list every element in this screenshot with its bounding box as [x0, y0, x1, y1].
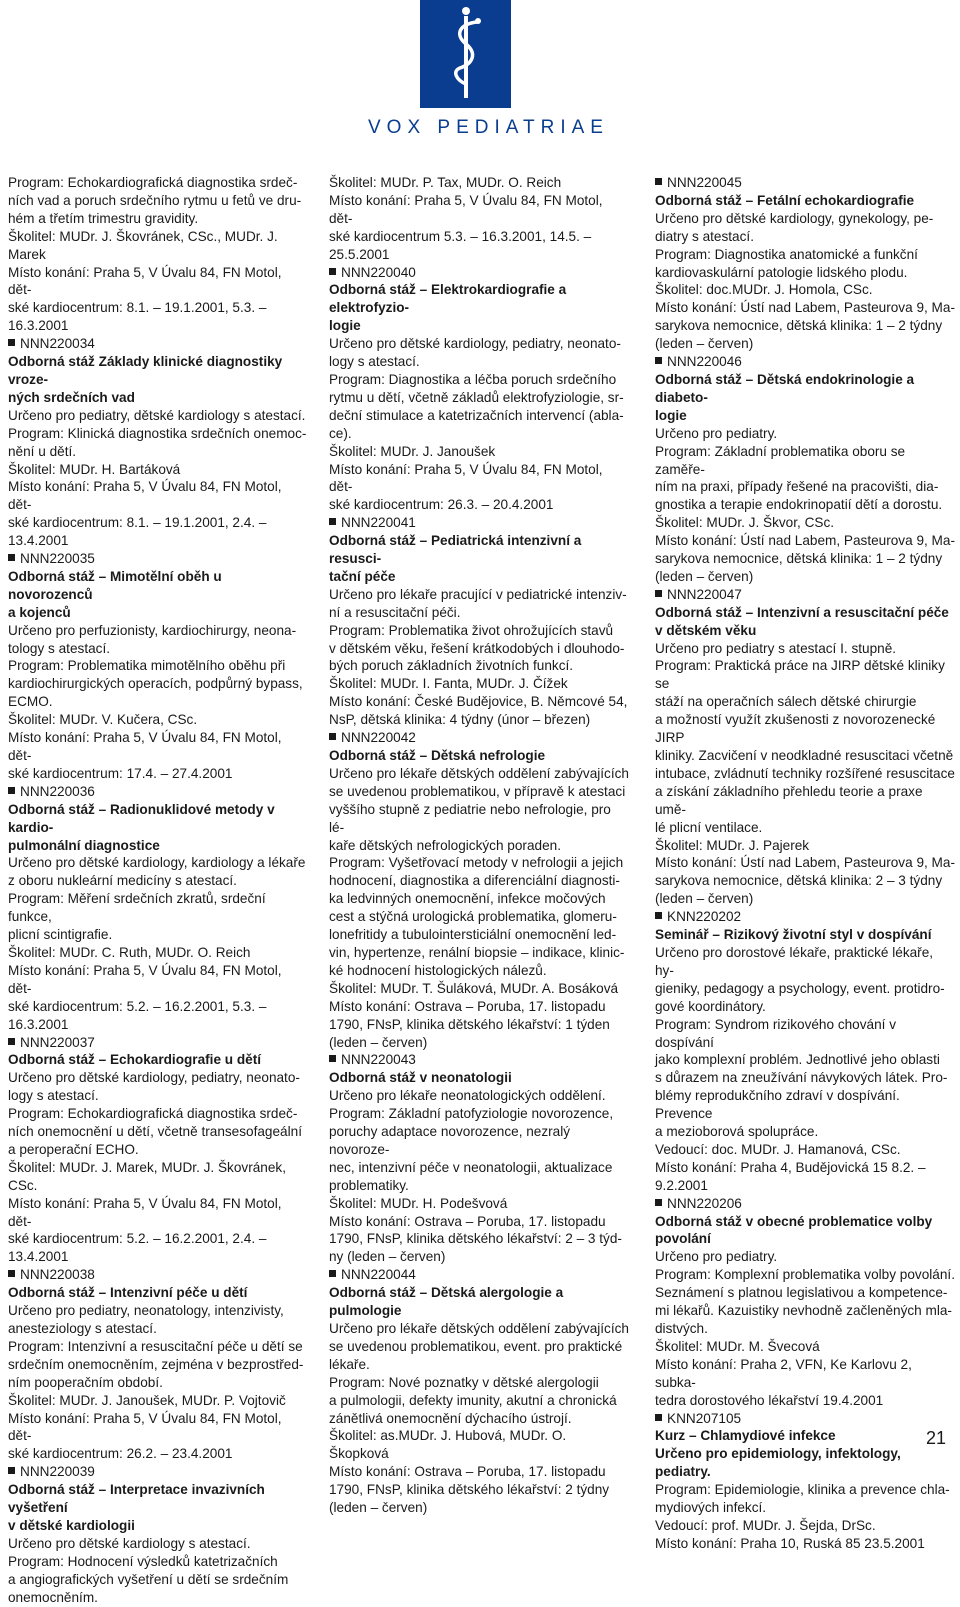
text-line: gové koordinátory. — [655, 998, 766, 1014]
text-line: kliniky. Zacvičení v neodkladné resuscitaci včetně — [655, 748, 954, 763]
text-line: plicní scintigrafie. — [8, 927, 113, 943]
text-line: Vedoucí: prof. MUDr. J. Šejda, DrSc. — [655, 1517, 876, 1533]
text-line: Program: Hodnocení výsledků katetrizačních — [8, 1553, 278, 1569]
text-line: Místo konání: Praha 4, Budějovická 15 8.2. – — [655, 1159, 926, 1175]
course-title-line: Odborná stáž v obecné problematice volby povolání — [655, 1213, 933, 1247]
text-line: zánětlivá onemocnění dýchacího ústrojí. — [329, 1410, 572, 1426]
text-line: Školitel: MUDr. M. Švecová — [655, 1338, 820, 1354]
text-line: Školitel: MUDr. H. Bartáková — [8, 461, 181, 477]
text-line: 1790, FNsP, klinika dětského lékařství: 1 týden — [329, 1016, 610, 1032]
course-code: NNN220034 — [8, 335, 308, 353]
text-line: Místo konání: Ústí nad Labem, Pasteurova 9, Ma- — [655, 300, 955, 316]
text-line: gnostika a terapie endokrinopatií dětí a dorostu. — [655, 497, 943, 513]
text-line: sarykova nemocnice, dětská klinika: 1 – 2 týdny — [655, 318, 943, 334]
text-line: Určeno pro lékaře pracující v pediatrické intenziv- — [329, 586, 627, 602]
text-line: z oboru nukleární medicíny s atestací. — [8, 873, 237, 889]
text-line: (leden – červen) — [655, 336, 754, 352]
text-line: logy s atestací. — [8, 1088, 99, 1104]
course-code: KNN220202 — [655, 908, 955, 926]
text-line: Určeno pro lékaře dětských oddělení zabývajících — [329, 765, 629, 781]
course-title-line: Odborná stáž – Interpretace invazivních vyšetření — [8, 1482, 265, 1516]
course-title-line: v dětské kardiologii — [8, 1517, 135, 1533]
text-line: Program: Problematika život ohrožujících stavů — [329, 622, 614, 638]
text-line: Program: Nové poznatky v dětské alergologii — [329, 1374, 599, 1390]
text-line: Určeno pro lékaře neonatologických oddělení. — [329, 1088, 606, 1104]
text-line: poruchy adaptace novorozence, nezralý novoroze- — [329, 1124, 571, 1157]
text-line: Školitel: MUDr. C. Ruth, MUDr. O. Reich — [8, 944, 251, 960]
text-line: Seznámení s platnou legislativou a kompetence- — [655, 1285, 948, 1301]
text-line: Místo konání: Praha 5, V Úvalu 84, FN Motol, dět- — [8, 962, 282, 996]
text-line: a mezioborová spolupráce. — [655, 1124, 819, 1140]
course-code: NNN220045 — [655, 174, 955, 192]
text-line: Místo konání: Praha 5, V Úvalu 84, FN Motol, dět- — [8, 1195, 282, 1229]
text-line: Školitel: MUDr. J. Janoušek — [329, 443, 496, 459]
course-title-line: v dětském věku — [655, 622, 757, 638]
text-line: 16.3.2001 — [8, 318, 69, 334]
text-line: Školitel: MUDr. T. Šuláková, MUDr. A. Bosáková — [329, 980, 619, 996]
text-line: Školitel: MUDr. P. Tax, MUDr. O. Reich — [329, 175, 562, 190]
course-code: NNN220042 — [329, 729, 629, 747]
caduceus-icon — [420, 0, 511, 108]
course-title-line: ných srdečních vad — [8, 389, 135, 405]
text-line: Určeno pro lékaře dětských oddělení zabývajících — [329, 1321, 629, 1336]
text-line: ské kardiocentrum 5.3. – 16.3.2001, 14.5. – — [329, 228, 592, 244]
text-line: Program: Echokardiografická diagnostika srdeč- — [8, 175, 298, 190]
text-line: ské kardiocentrum: 26.2. – 23.4.2001 — [8, 1446, 233, 1462]
text-line: (leden – červen) — [655, 891, 754, 907]
text-line: Školitel: MUDr. J. Škovránek, CSc., MUDr. J. Marek — [8, 228, 278, 262]
text-line: hém a třetím trimestru gravidity. — [8, 210, 199, 226]
text-line: a peroperační ECHO. — [8, 1141, 139, 1157]
text-line: Určeno pro dětské kardiology, gynekology, pe- — [655, 210, 934, 226]
text-line: stáží na operačních sálech dětské chirurgie — [655, 694, 917, 710]
text-line: Určeno pro pediatry s atestací I. stupně. — [655, 640, 897, 656]
text-line: Místo konání: Praha 5, V Úvalu 84, FN Motol, dět- — [8, 264, 282, 298]
text-line: ních onemocnění u dětí, včetně transesofageální — [8, 1124, 302, 1140]
text-line: hodnocení, diagnostika a diferenciální diagnosti- — [329, 873, 620, 889]
text-line: nec, intenzivní péče v neonatologii, aktualizace — [329, 1159, 613, 1175]
text-line: ní a resuscitační péči. — [329, 604, 461, 620]
text-line: Školitel: MUDr. V. Kučera, CSc. — [8, 712, 198, 728]
course-title-line: Odborná stáž – Pediatrická intenzivní a resusci- — [329, 533, 582, 567]
text-line: Program: Echokardiografická diagnostika srdeč- — [8, 1106, 298, 1122]
text-line: Místo konání: Ústí nad Labem, Pasteurova 9, Ma- — [655, 855, 955, 871]
page-number: 21 — [926, 1428, 947, 1448]
text-line: ké hodnocení histologických nálezů. — [329, 962, 547, 978]
text-line: mydiových infekcí. — [655, 1500, 767, 1516]
text-line: sarykova nemocnice, dětská klinika: 1 – 2 týdny — [655, 551, 943, 567]
text-line: kardiochirurgických operacích, podpůrný bypass, — [8, 676, 303, 692]
text-line: Program: Diagnostika a léčba poruch srdečního — [329, 371, 617, 387]
text-line: vyššího stupně z pediatrie nebo nefrologie, pro lé- — [329, 801, 611, 835]
text-line: Program: Komplexní problematika volby povolání. — [655, 1267, 955, 1283]
text-line: Program: Vyšetřovací metody v nefrologii a jejich — [329, 855, 624, 871]
text-line: nění u dětí. — [8, 443, 77, 459]
text-line: (leden – červen) — [655, 568, 754, 584]
text-line: Určeno pro dětské kardiology s atestací. — [8, 1535, 251, 1551]
text-line: ské kardiocentrum: 26.3. – 20.4.2001 — [329, 497, 554, 513]
text-line: distvých. — [655, 1321, 708, 1336]
course-code: NNN220038 — [8, 1266, 308, 1284]
course-title-line: Odborná stáž v neonatologii — [329, 1070, 512, 1086]
course-title-line: Odborná stáž – Radionuklidové metody v kardio- — [8, 801, 275, 835]
text-line: Školitel: MUDr. J. Pajerek — [655, 837, 810, 853]
text-line: diatry s atestací. — [655, 228, 754, 244]
text-line: Určeno pro dětské kardiology, pediatry, neonato- — [329, 336, 621, 352]
course-code: NNN220043 — [329, 1051, 629, 1069]
text-line: rytmu u dětí, včetně základů elektrofyziologie, sr- — [329, 389, 624, 405]
text-line: mi lékařů. Kazuistiky nevhodně začleněných mla- — [655, 1303, 952, 1319]
text-line: srdečním onemocněním, zejména v bezprostřed- — [8, 1356, 304, 1372]
text-line: Místo konání: Praha 5, V Úvalu 84, FN Motol, dět- — [329, 461, 603, 495]
text-line: (leden – červen) — [329, 1034, 428, 1050]
course-code: KNN207105 — [655, 1410, 955, 1428]
text-line: Program: Základní problematika oboru se zaměře- — [655, 443, 906, 477]
text-line: bých poruch základních životních funkcí. — [329, 658, 574, 674]
text-line: (leden – červen) — [329, 1500, 428, 1516]
course-code: NNN220037 — [8, 1034, 308, 1052]
course-title-line: Odborná stáž – Fetální echokardiografie — [655, 192, 915, 208]
text-line: 9.2.2001 — [655, 1177, 708, 1193]
course-title-line: pulmonální diagnostice — [8, 837, 160, 853]
text-line: blémy reprodukčního zdraví v dospívání. Prevence — [655, 1088, 900, 1122]
text-line: ECMO. — [8, 694, 53, 710]
course-title-line: Odborná stáž – Intenzivní péče u dětí — [8, 1285, 248, 1301]
text-line: Vedoucí: doc. MUDr. J. Hamanová, CSc. — [655, 1141, 901, 1157]
course-title-line: Kurz – Chlamydiové infekce — [655, 1428, 836, 1444]
text-line: ské kardiocentrum: 5.2. – 16.2.2001, 2.4. – — [8, 1231, 267, 1247]
text-line: Školitel: MUDr. J. Marek, MUDr. J. Škovránek, CSc. — [8, 1159, 286, 1193]
text-line: Program: Syndrom rizikového chování v dospívání — [655, 1016, 897, 1050]
text-line: Místo konání: Praha 5, V Úvalu 84, FN Motol, dět- — [329, 192, 603, 226]
header-band — [0, 0, 960, 153]
caduceus-logo — [420, 0, 511, 108]
text-line: problematiky. — [329, 1177, 409, 1193]
text-line: Školitel: doc.MUDr. J. Homola, CSc. — [655, 282, 873, 298]
journal-brand: VOX PEDIATRIAE — [368, 117, 609, 138]
text-line: 13.4.2001 — [8, 1249, 69, 1265]
text-line: 1790, FNsP, klinika dětského lékařství: 2 – 3 týd- — [329, 1231, 622, 1247]
course-title-line: logie — [329, 318, 361, 334]
course-title-line: Určeno pro epidemiology, infektology, pediatry. — [655, 1446, 901, 1480]
text-line: onemocněním. — [8, 1589, 98, 1605]
text-line: logy s atestací. — [329, 354, 420, 370]
course-title-line: Odborná stáž – Echokardiografie u dětí — [8, 1052, 262, 1068]
text-line: intubace, zvládnutí techniky rozšířené resuscitace — [655, 765, 955, 781]
text-line: anesteziology s atestací. — [8, 1321, 157, 1336]
text-line: Místo konání: Ústí nad Labem, Pasteurova 9, Ma- — [655, 533, 955, 549]
text-line: se uvedenou problematikou, v přípravě k atestaci — [329, 783, 626, 799]
course-title-line: Odborná stáž Základy klinické diagnostiky vroze- — [8, 354, 283, 387]
course-title-line: logie — [655, 407, 687, 423]
text-line: ské kardiocentrum: 17.4. – 27.4.2001 — [8, 765, 233, 781]
text-line: Místo konání: Ostrava – Poruba, 17. listopadu — [329, 1464, 606, 1480]
text-line: Určeno pro perfuzionisty, kardiochirurgy, neona- — [8, 622, 297, 638]
column-1 — [8, 174, 308, 1607]
text-line: se uvedenou problematikou, event. pro praktické — [329, 1338, 623, 1354]
text-line: lékaře. — [329, 1356, 370, 1372]
course-code: NNN220206 — [655, 1195, 955, 1213]
text-line: Určeno pro dětské kardiology, pediatry, neonato- — [8, 1070, 300, 1086]
column-3 — [655, 174, 955, 1553]
text-line: vin, hypertenze, renální biopsie – indikace, klinic- — [329, 944, 625, 960]
text-line: ny (leden – červen) — [329, 1249, 446, 1265]
text-line: a možností využít zkušenosti z novorozenecké JIRP — [655, 712, 936, 746]
text-line: Program: Diagnostika anatomické a funkční — [655, 246, 918, 262]
text-line: Školitel: as.MUDr. J. Hubová, MUDr. O. Škopková — [329, 1428, 567, 1462]
text-line: 25.5.2001 — [329, 246, 390, 262]
text-line: Místo konání: Ostrava – Poruba, 17. listopadu — [329, 1213, 606, 1229]
text-line: a získání základního přehledu teorie a praxe umě- — [655, 783, 923, 817]
text-line: 16.3.2001 — [8, 1016, 69, 1032]
course-title-line: Odborná stáž – Intenzivní a resuscitační péče — [655, 604, 949, 620]
text-line: Školitel: MUDr. H. Podešvová — [329, 1195, 508, 1211]
text-line: Určeno pro dětské kardiology, kardiology a lékaře — [8, 855, 306, 871]
text-line: Školitel: MUDr. I. Fanta, MUDr. J. Čížek — [329, 676, 568, 692]
text-line: kardiovaskulární patologie lidského plodu. — [655, 264, 908, 280]
text-line: Místo konání: Praha 5, V Úvalu 84, FN Motol, dět- — [8, 1410, 282, 1444]
text-line: Program: Problematika mimotělního oběhu při — [8, 658, 286, 674]
text-line: cest a stýčná urologická problematika, glomeru- — [329, 909, 617, 925]
course-code: NNN220036 — [8, 783, 308, 801]
text-line: s důrazem na zneužívání návykových látek. Pro- — [655, 1070, 948, 1086]
text-line: ka ledvinných onemocnění, infekce močových — [329, 891, 606, 907]
text-line: a pulmologii, defekty imunity, akutní a chronická — [329, 1392, 617, 1408]
text-line: Místo konání: Praha 2, VFN, Ke Karlovu 2, subka- — [655, 1356, 912, 1390]
course-title-line: a kojenců — [8, 604, 71, 620]
text-line: Určeno pro pediatry. — [655, 425, 778, 441]
text-line: Program: Epidemiologie, klinika a prevence chla- — [655, 1482, 950, 1498]
course-title-line: Odborná stáž – Elektrokardiografie a elektrofyzio- — [329, 282, 567, 316]
text-line: ním na praxi, případy řešené na pracovišti, dia- — [655, 479, 939, 495]
text-line: Místo konání: České Budějovice, B. Němcové 54, — [329, 694, 628, 710]
text-line: Místo konání: Ostrava – Poruba, 17. listopadu — [329, 998, 606, 1014]
text-line: ské kardiocentrum: 8.1. – 19.1.2001, 2.4. – — [8, 515, 267, 531]
course-title-line: tační péče — [329, 568, 396, 584]
course-title-line: Odborná stáž – Dětská endokrinologie a diabeto- — [655, 371, 915, 405]
text-line: tology s atestací. — [8, 640, 111, 656]
text-line: 1790, FNsP, klinika dětského lékařství: 2 týdny — [329, 1482, 610, 1498]
text-line: sarykova nemocnice, dětská klinika: 2 – 3 týdny — [655, 873, 943, 889]
text-line: Určeno pro dorostové lékaře, praktické lékaře, hy- — [655, 944, 934, 978]
course-code: NNN220041 — [329, 514, 629, 532]
course-code: NNN220035 — [8, 550, 308, 568]
text-line: ské kardiocentrum: 5.2. – 16.2.2001, 5.3. – — [8, 998, 267, 1014]
text-line: tedra dorostového lékařství 19.4.2001 — [655, 1392, 884, 1408]
course-code: NNN220046 — [655, 353, 955, 371]
course-title-line: Odborná stáž – Dětská alergologie a pulmologie — [329, 1285, 564, 1319]
text-line: NsP, dětská klinika: 4 týdny (únor – březen) — [329, 712, 591, 728]
course-title-line: Odborná stáž – Dětská nefrologie — [329, 748, 546, 763]
text-line: gieniky, pedagogy a psychology, event. protidro- — [655, 980, 945, 996]
text-line: Program: Intenzivní a resuscitační péče u dětí se — [8, 1338, 303, 1354]
text-line: ské kardiocentrum: 8.1. – 19.1.2001, 5.3. – — [8, 300, 267, 316]
course-title-line: Seminář – Rizikový životní styl v dospívání — [655, 927, 932, 943]
course-code: NNN220039 — [8, 1463, 308, 1481]
text-line: Místo konání: Praha 10, Ruská 85 23.5.2001 — [655, 1535, 925, 1551]
text-line: Program: Praktická práce na JIRP dětské kliniky se — [655, 658, 945, 692]
text-line: jako komplexní problém. Jednotlivé jeho oblasti — [655, 1052, 940, 1068]
course-code: NNN220044 — [329, 1266, 629, 1284]
text-line: Školitel: MUDr. J. Janoušek, MUDr. P. Vojtovič — [8, 1392, 286, 1408]
text-line: Místo konání: Praha 5, V Úvalu 84, FN Motol, dět- — [8, 479, 282, 513]
text-line: Program: Základní patofyziologie novorozence, — [329, 1106, 614, 1122]
text-line: Určeno pro pediatry. — [655, 1249, 778, 1265]
text-line: lonefritidy a tubulointersticiální onemocnění led- — [329, 927, 617, 943]
text-line: ních vad a poruch srdečního rytmu u fetů ve dru- — [8, 192, 302, 208]
text-line: ce). — [329, 425, 352, 441]
text-line: Určeno pro pediatry, dětské kardiology s atestací. — [8, 407, 306, 423]
text-line: kaře dětských nefrologických poraden. — [329, 837, 561, 853]
text-line: Místo konání: Praha 5, V Úvalu 84, FN Motol, dět- — [8, 730, 282, 763]
text-line: v dětském věku, řešení krátkodobých i dlouhodo- — [329, 640, 625, 656]
text-line: Určeno pro pediatry, neonatology, intenzivisty, — [8, 1303, 284, 1319]
text-line: 13.4.2001 — [8, 533, 69, 549]
text-line: Školitel: MUDr. J. Škvor, CSc. — [655, 515, 835, 531]
text-line: lé plicní ventilace. — [655, 819, 763, 835]
text-line: Program: Klinická diagnostika srdečních onemoc- — [8, 425, 307, 441]
column-2 — [329, 174, 629, 1517]
course-title-line: Odborná stáž – Mimotělní oběh u novorozenců — [8, 568, 222, 602]
course-code: NNN220040 — [329, 264, 629, 282]
course-code: NNN220047 — [655, 586, 955, 604]
text-line: deční stimulace a katetrizačních intervencí (abla- — [329, 407, 624, 423]
text-line: a angiografických vyšetření u dětí se srdečním — [8, 1571, 289, 1587]
text-line: Program: Měření srdečních zkratů, srdeční funkce, — [8, 891, 266, 925]
text-line: ním pooperačním období. — [8, 1374, 163, 1390]
